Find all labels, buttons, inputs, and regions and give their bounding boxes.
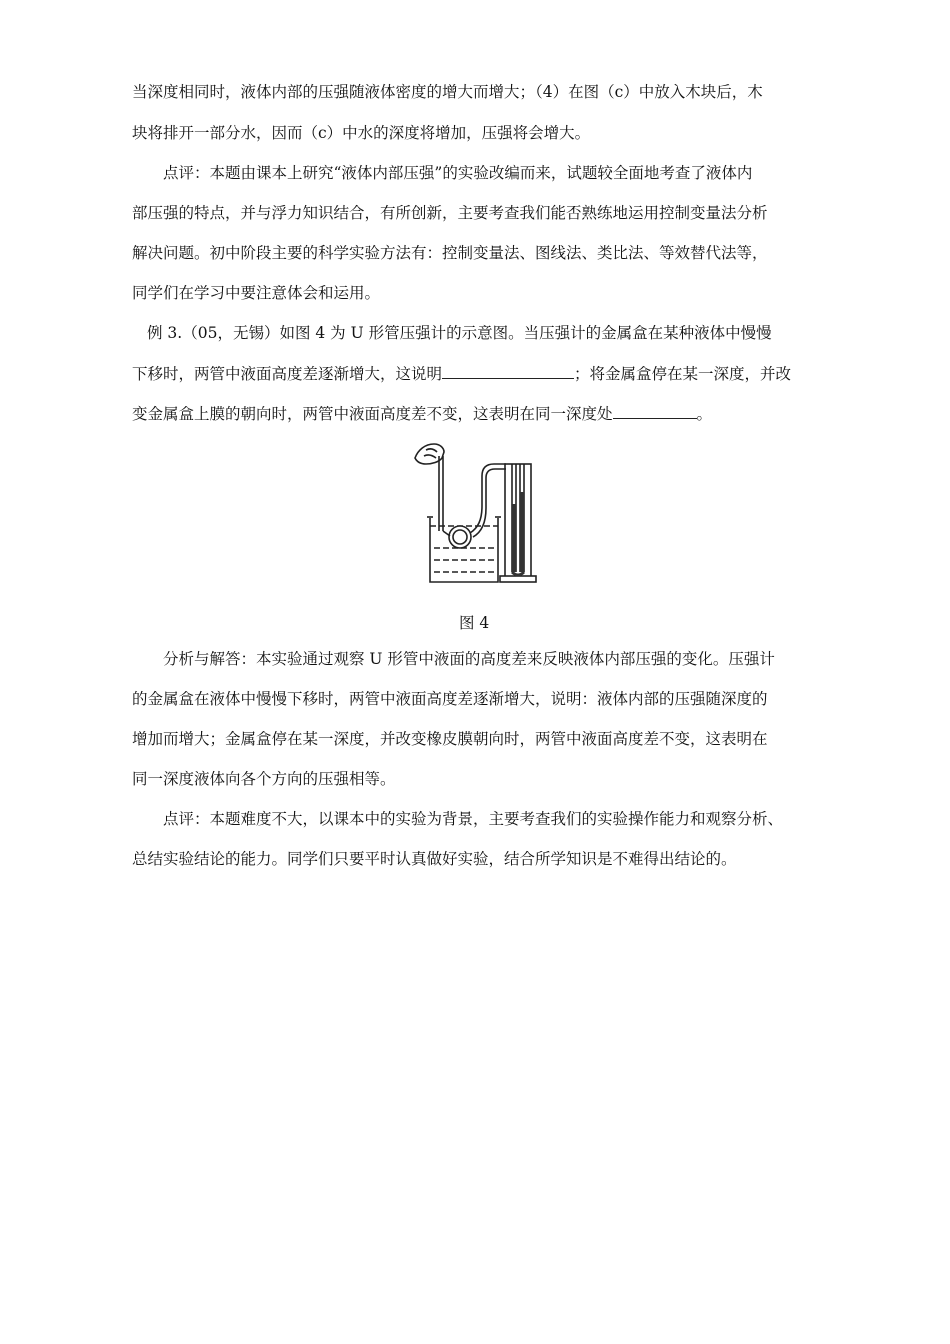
answer-blank-2[interactable] xyxy=(613,402,697,419)
example-line xyxy=(132,402,712,425)
comment-line: 点评：本题由课本上研究“液体内部压强”的实验改编而来，试题较全面地考查了液体内 xyxy=(163,164,753,182)
example-text: 下移时，两管中液面高度差逐渐增大，这说明 xyxy=(132,365,443,383)
example-text: 变金属盒上膜的朝向时，两管中液面高度差不变，这表明在同一深度处 xyxy=(132,405,613,423)
analysis-line: 分析与解答：本实验通过观察 U 形管中液面的高度差来反映液体内部压强的变化。压强计 xyxy=(163,650,775,668)
paragraph-line: 当深度相同时，液体内部的压强随液体密度的增大而增大；（4）在图（c）中放入木块后，木 xyxy=(132,83,763,101)
comment-line: 部压强的特点，并与浮力知识结合，有所创新，主要考查我们能否熟练地运用控制变量法分析 xyxy=(132,204,768,222)
comment-line: 解决问题。初中阶段主要的科学实验方法有：控制变量法、图线法、类比法、等效替代法等， xyxy=(132,244,768,262)
analysis-line: 的金属盒在液体中慢慢下移时，两管中液面高度差逐渐增大，说明：液体内部的压强随深度的 xyxy=(132,690,768,708)
comment-line: 同学们在学习中要注意体会和运用。 xyxy=(132,284,381,302)
comment-line: 总结实验结论的能力。同学们只要平时认真做好实验，结合所学知识是不难得出结论的。 xyxy=(132,850,737,868)
analysis-line: 同一深度液体向各个方向的压强相等。 xyxy=(132,770,396,788)
figure-caption: 图 4 xyxy=(459,614,490,632)
analysis-line: 增加而增大；金属盒停在某一深度，并改变橡皮膜朝向时，两管中液面高度差不变，这表明在 xyxy=(132,730,768,748)
u-tube-manometer-figure xyxy=(412,436,537,586)
comment-line: 点评：本题难度不大，以课本中的实验为背景，主要考查我们的实验操作能力和观察分析、 xyxy=(163,810,784,828)
example-line: 例 3.（05，无锡）如图 4 为 U 形管压强计的示意图。当压强计的金属盒在某种液体中慢慢 xyxy=(147,324,772,342)
example-text: ；将金属盒停在某一深度，并改 xyxy=(574,365,792,383)
example-text: 。 xyxy=(696,405,713,423)
manometer-illustration xyxy=(412,436,537,586)
example-line xyxy=(132,362,791,385)
paragraph-line: 块将排开一部分水，因而（c）中水的深度将增加，压强将会增大。 xyxy=(132,124,591,142)
answer-blank-1[interactable] xyxy=(442,362,574,379)
